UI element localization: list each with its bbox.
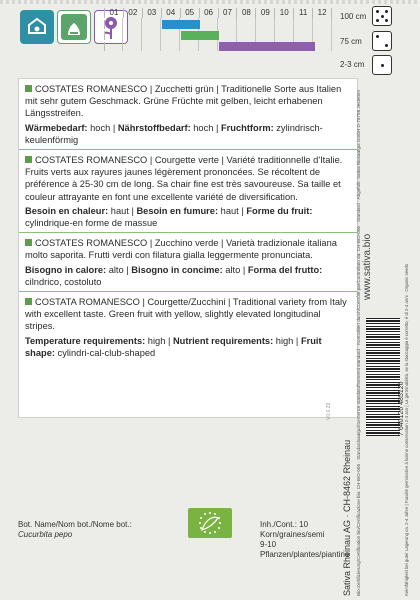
harvest-bar-purple xyxy=(219,42,315,51)
content-block xyxy=(260,520,360,560)
month-label: 09 xyxy=(256,8,275,18)
calendar-row-harvest xyxy=(104,42,332,51)
green-square-icon xyxy=(25,298,32,305)
month-label: 02 xyxy=(124,8,143,18)
barcode-icon xyxy=(366,318,400,436)
version-code: V0.0.29 xyxy=(326,402,332,420)
content-plants: 9-10 Pflanzen/plantes/piantine xyxy=(260,540,350,559)
green-square-icon xyxy=(25,239,32,246)
meta-value: alto | xyxy=(222,264,248,275)
meta-value: zylindrisch-keulenförmig xyxy=(25,122,323,145)
meta-value: hoch | xyxy=(190,122,221,133)
eu-star-icon xyxy=(214,531,216,533)
botanical-name-block xyxy=(18,520,138,540)
eu-star-icon xyxy=(209,532,211,534)
green-square-icon xyxy=(25,156,32,163)
website-url: www.sativa.bio xyxy=(362,233,373,300)
meta-label: Fruchtform: xyxy=(221,122,274,133)
dice-five-icon xyxy=(372,6,392,26)
eu-star-icon xyxy=(204,531,206,533)
section-title: COSTATES ROMANESCO xyxy=(35,155,148,166)
section-title: COSTATES ROMANESCO xyxy=(35,84,148,94)
company-address: Sativa Rheinau AG · CH-8462 Rheinau xyxy=(342,439,352,596)
eu-organic-logo xyxy=(188,508,232,538)
content-value: 10 Korn/graines/semi xyxy=(260,520,325,539)
eu-star-icon xyxy=(219,522,221,524)
spacing-between-rows: 75 cm xyxy=(340,37,362,46)
month-label: 08 xyxy=(237,8,256,18)
section-italian xyxy=(19,233,357,292)
certification-text: Bio-Zertifizierung/Certification bio/Certificazione bio: CH-BIO-006 · Standardsaatgut/Semence standard/Sementi standard · Kontrolliert durch/Contrôlé par/Controllato da: CH-BIO-006 · Standard · Abgefüllt: Sativa Biosaatgut GmbH D-79798 Jestetten xyxy=(356,89,361,596)
eu-star-icon xyxy=(199,522,201,524)
section-description: | Courgette/Zucchini | Traditional variety from Italy with excellent taste. Green fruit with yellow, slightly elevated longitudinal stripes. xyxy=(25,297,347,332)
meta-value: cilndrico, costoluto xyxy=(25,276,102,287)
month-label: 05 xyxy=(181,8,200,18)
eu-star-icon xyxy=(218,527,220,529)
eu-star-icon xyxy=(209,512,211,514)
content-label: Inh./Cont.: xyxy=(260,520,297,529)
section-french xyxy=(19,150,357,233)
meta-label: Wärmebedarf: xyxy=(25,122,88,133)
dice-one-icon xyxy=(372,55,392,75)
meta-label: Temperature requirements: xyxy=(25,335,146,346)
meta-value: haut | xyxy=(108,205,137,216)
month-label: 04 xyxy=(162,8,181,18)
dice-two-icon xyxy=(372,31,392,51)
spacing-row: 100 cm xyxy=(340,12,367,21)
month-label: 12 xyxy=(313,8,332,18)
section-german xyxy=(19,79,357,150)
meta-value: cylindri-cal-club-shaped xyxy=(54,347,156,358)
meta-value: hoch | xyxy=(87,122,118,133)
sowing-bar-blue xyxy=(162,20,200,29)
greenhouse-icon xyxy=(20,10,54,44)
meta-value: cylindrique-en forme de massue xyxy=(25,218,158,229)
meta-label: Besoin en fumure: xyxy=(136,205,219,216)
description-panel xyxy=(18,78,358,418)
meta-label: Fruit shape: xyxy=(25,335,322,358)
section-description: | Zucchetti grün | Traditionelle Sorte aus Italien mit sehr gutem Geschmack. Grüne Früchte mit gelben, leicht erhabenen Längsstreifen. xyxy=(25,84,342,119)
meta-label: Nährstoffbedarf: xyxy=(117,122,191,133)
month-label: 10 xyxy=(275,8,294,18)
section-title: COSTATA ROMANESCO xyxy=(35,297,140,308)
meta-label: Bisogno in concime: xyxy=(131,264,223,275)
section-meta xyxy=(25,122,349,146)
section-english xyxy=(19,292,357,362)
botanical-name-value: Cucurbita pepo xyxy=(18,530,73,539)
meta-value: high | xyxy=(145,335,173,346)
meta-label: Nutrient requirements: xyxy=(172,335,274,346)
germination-text: Keimfähigkeit bei guter Lagerung ca. 2-4 Jahre | Faculté germinative à bonne conservation 2-4 ans | La germinabilità, se lo stoccaggio è corretto, è di 2-4 anni · Organic seeds xyxy=(404,263,409,596)
section-title: COSTATES ROMANESCO xyxy=(35,238,148,249)
meta-label: Bisogno in calore: xyxy=(25,264,107,275)
month-label: 06 xyxy=(200,8,219,18)
calendar-row-outdoor xyxy=(104,31,332,40)
spacing-depth: 2-3 cm xyxy=(340,60,365,69)
sowing-calendar xyxy=(104,8,332,51)
barcode-number: 7 640126 485126 xyxy=(398,381,405,436)
section-description: | Zucchino verde | Varietà tradizionale italiana molto saporita. Frutti verdi con filatura gialla leggermente pronunciata. xyxy=(25,238,337,261)
meta-label: Forma del frutto: xyxy=(247,264,323,275)
meta-value: haut | xyxy=(218,205,247,216)
outdoor-field-icon xyxy=(57,10,91,44)
section-meta xyxy=(25,264,349,288)
month-label: 11 xyxy=(294,8,313,18)
eu-star-icon xyxy=(218,517,220,519)
month-label: 01 xyxy=(104,8,124,18)
meta-value: high | xyxy=(273,335,301,346)
green-square-icon xyxy=(25,85,32,92)
month-label: 07 xyxy=(219,8,238,18)
meta-label: Forme du fruit: xyxy=(246,205,313,216)
sowing-bar-green xyxy=(181,31,219,40)
botanical-name-label: Bot. Name/Nom bot./Nome bot.: xyxy=(18,520,132,529)
meta-label: Besoin en chaleur: xyxy=(25,205,109,216)
section-meta xyxy=(25,335,349,359)
section-description: | Courgette verte | Variété traditionnelle d'Italie. Fruits verts aux rayures jaunes légèrement prononcées. Se récoltent de préférence à 25-30 cm de long. Sa chair fine est très savoureuse. Sa taille et couleur attrayante en font une excellente variété de diversification. xyxy=(25,155,343,202)
month-label: 03 xyxy=(143,8,162,18)
meta-value: alto | xyxy=(106,264,132,275)
calendar-row-greenhouse xyxy=(104,20,332,29)
section-meta xyxy=(25,205,349,229)
